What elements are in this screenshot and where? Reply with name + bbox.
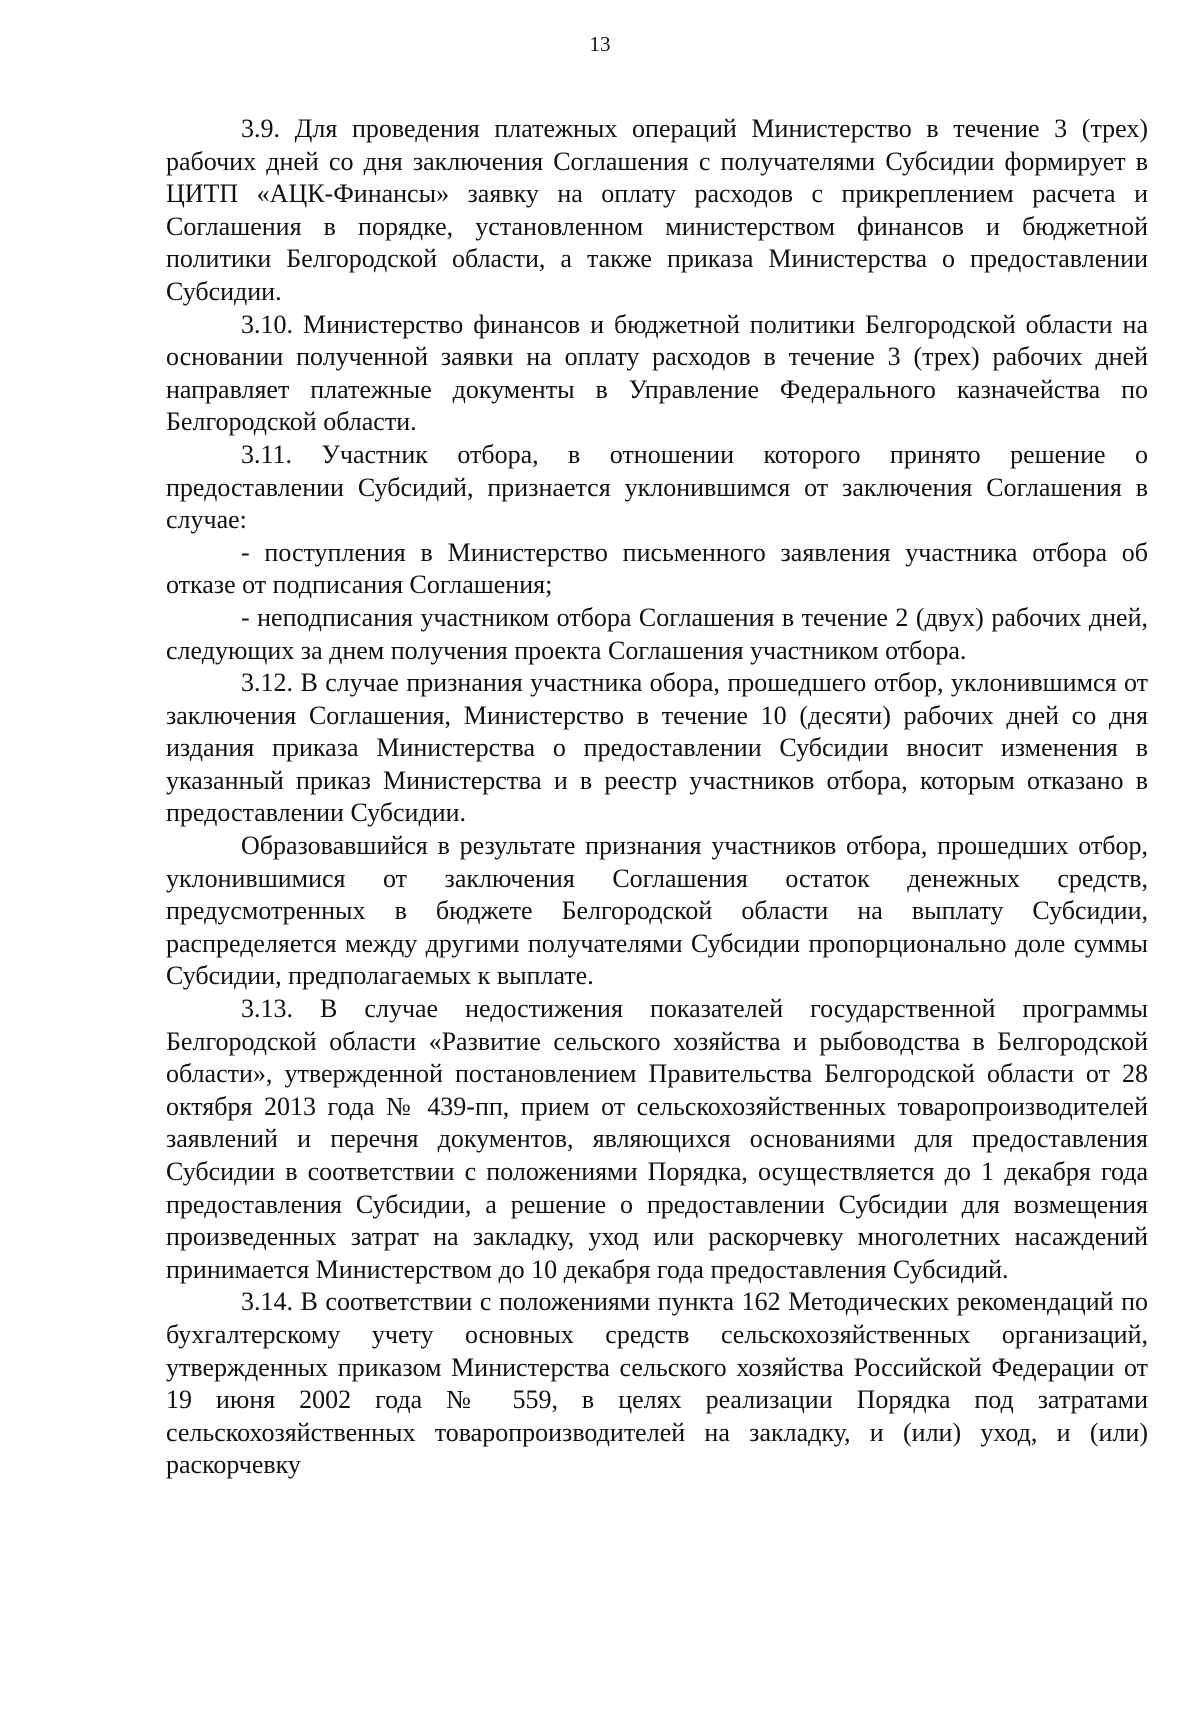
document-body bbox=[166, 113, 1148, 1482]
paragraph-3-10: 3.10. Министерство финансов и бюджетной политики Белгородской области на основании полученной заявки на оплату расходов в течение 3 (трех) рабочих дней направляет платежные документы в Управление Федерального казначейства по Белгородской области. bbox=[166, 309, 1148, 437]
paragraph-3-12-continued: Образовавшийся в результате признания участников отбора, прошедших отбор, уклонившимися от заключения Соглашения остаток денежных средств, предусмотренных в бюджете Белгородской области на выплату Субсидии, распределяется между другими получателями Субсидии пропорционально доле суммы Субсидии, предполагаемых к выплате. bbox=[166, 831, 1148, 991]
paragraph-3-13: 3.13. В случае недостижения показателей государственной программы Белгородской области «Развитие сельского хозяйства и рыбоводства в Белгородской области», утвержденной постановлением Правительства Белгородской области от 28 октября 2013 года № 439-пп, прием от сельскохозяйственных товаропроизводителей заявлений и перечня документов, являющихся основаниями для предоставления Субсидии в соответствии с положениями Порядка, осуществляется до 1 декабря года предоставления Субсидии, а решение о предоставлении Субсидии для возмещения произведенных затрат на закладку, уход или раскорчевку многолетних насаждений принимается Министерством до 10 декабря года предоставления Субсидий. bbox=[166, 994, 1148, 1284]
paragraph-3-11: 3.11. Участник отбора, в отношении которого принято решение о предоставлении Субсидий, признается уклонившимся от заключения Соглашения в случае: bbox=[166, 439, 1148, 535]
paragraph-3-9: 3.9. Для проведения платежных операций Министерство в течение 3 (трех) рабочих дней со дня заключения Соглашения с получателями Субсидии формирует в ЦИТП «АЦК-Финансы» заявку на оплату расходов с прикреплением расчета и Соглашения в порядке, установленном министерством финансов и бюджетной политики Белгородской области, а также приказа Министерства о предоставлении Субсидии. bbox=[166, 114, 1148, 306]
paragraph-3-11-item-1: - поступления в Министерство письменного заявления участника отбора об отказе от подписания Соглашения; bbox=[166, 537, 1148, 600]
paragraph-3-12: 3.12. В случае признания участника обора, прошедшего отбор, уклонившимся от заключения Соглашения, Министерство в течение 10 (десяти) рабочих дней со дня издания приказа Министерства о предоставлении Субсидии вносит изменения в указанный приказ Министерства и в реестр участников отбора, которым отказано в предоставлении Субсидии. bbox=[166, 668, 1148, 828]
paragraph-3-14: 3.14. В соответствии с положениями пункта 162 Методических рекомендаций по бухгалтерскому учету основных средств сельскохозяйственных организаций, утвержденных приказом Министерства сельского хозяйства Российской Федерации от 19 июня 2002 года № 559, в целях реализации Порядка под затратами сельскохозяйственных товаропроизводителей на закладку, и (или) уход, и (или) раскорчевку bbox=[166, 1287, 1148, 1480]
paragraph-3-11-item-2: - неподписания участником отбора Соглашения в течение 2 (двух) рабочих дней, следующих за днем получения проекта Соглашения участником отбора. bbox=[166, 602, 1148, 665]
page-number: 13 bbox=[589, 32, 611, 56]
